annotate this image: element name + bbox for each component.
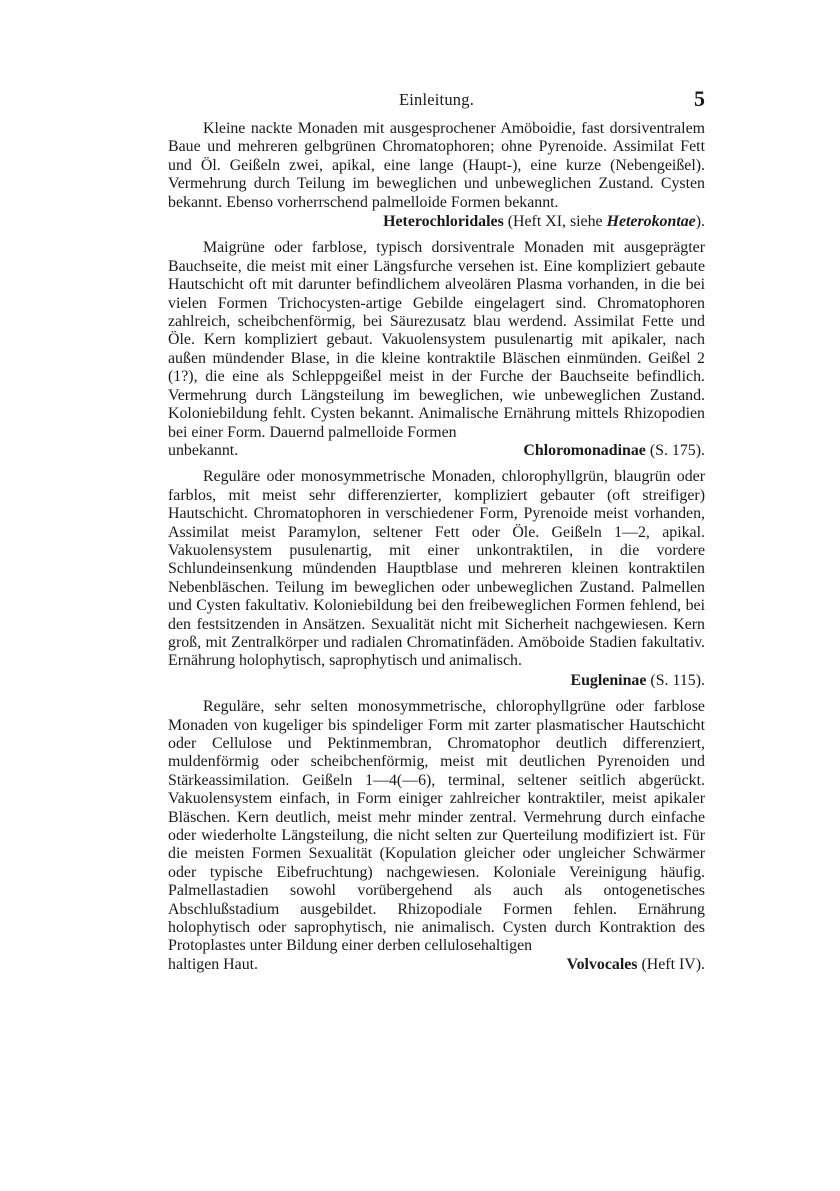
group-name: Chloromonadinae [523,441,646,459]
group-reference [168,442,705,460]
group-name: Volvocales [566,955,638,973]
group-name: Eugleninae [570,671,647,689]
group-reference [168,672,705,690]
description-paragraph: Reguläre oder monosymmetrische Monaden, chlorophyllgrün, blaugrün oder farblos, mit meist sehr differenzierter, kompliziert gebauter (oft streifiger) Hautschicht. Chromatophoren in verschiedener Form, Pyrenoide meist vorhanden, Assimilat meist Paramylon, seltener Fett oder Öle. Geißeln 1—2, apikal. Vakuolensystem pusulenartig, mit einer unkontraktilen, in die vordere Schlundeinsenkung mündenden Hauptblase und mehreren kleinen kontraktilen Nebenbläschen. Teilung im beweglichen oder unbeweglichen Zustand. Palmellen und Cysten fakultativ. Koloniebildung bei den freibeweglichen Formen fehlend, bei den festsitzenden in Ansätzen. Sexualität nicht mit Sicherheit nachgewiesen. Kern groß, mit Zentralkörper und radialen Chromatinfäden. Amöboide Stadien fakultativ. Ernährung holophytisch, saprophytisch und animalisch. [168,468,705,670]
description-paragraph: Kleine nackte Monaden mit ausgesprochener Amöboidie, fast dorsiventralem Baue und mehreren gelbgrünen Chromatophoren; ohne Pyrenoide. Assimilat Fett und Öl. Geißeln zwei, apikal, eine lange (Haupt-), eine kurze (Nebengeißel). Vermehrung durch Teilung im beweglichen und unbeweglichen Zustand. Cysten bekannt. Ebenso vorherrschend palmelloide Formen bekannt. [168,120,705,211]
paragraph-end-text: haltigen Haut. [168,955,259,973]
group-ref-detail: (Heft XI, siehe [503,213,607,231]
group-ref-close: ). [695,213,705,231]
paragraph-end-text: unbekannt. [168,441,239,459]
page-number: 5 [694,86,705,111]
group-ref-detail: (Heft IV). [637,955,705,973]
running-head [168,84,705,120]
running-title: Einleitung. [398,90,475,109]
group-reference [168,956,705,974]
description-paragraph: Maigrüne oder farblose, typisch dorsiventrale Monaden mit ausgeprägter Bauchseite, die meist mit einer Längsfurche versehen ist. Eine kompliziert gebaute Hautschicht oft mit darunter befindlichem alveolären Plasma vorhanden, in die bei vielen Formen Trichocysten-artige Gebilde eingelagert sind. Chromatophoren zahlreich, scheibchenförmig, bei Säurezusatz blau werdend. Assimilat Fette und Öle. Kern kompliziert gebaut. Vakuolensystem pusulenartig mit apikaler, nach außen mündender Blase, in die kleine kontraktile Bläschen einmünden. Geißel 2 (1?), die eine als Schleppgeißel meist in der Furche der Bauchseite befindlich. Vermehrung durch Längsteilung im beweglichen, wie unbeweglichen Zustand. Koloniebildung fehlt. Cysten bekannt. Animalische Ernährung mittels Rhizopodien bei einer Form. Dauernd palmelloide Formen [168,239,705,441]
group-ref-detail: (S. 115). [646,671,705,689]
description-paragraph: Reguläre, sehr selten monosymmetrische, chlorophyllgrüne oder farblose Monaden von kugeliger bis spindeliger Form mit zarter plasmatischer Hautschicht oder Cellulose und Pektinmembran, Chromatophor deutlich differenziert, muldenförmig oder scheibchenförmig, meist mit deutlichen Pyrenoiden und Stärkeassimilation. Geißeln 1—4(—6), terminal, seltener seitlich abgerückt. Vakuolensystem einfach, in Form einiger zahlreicher kontraktiler, meist apikaler Bläschen. Kern deutlich, meist mehr minder zentral. Vermehrung durch einfache oder wiederholte Längsteilung, die nicht selten zur Querteilung modifiziert ist. Für die meisten Formen Sexualität (Kopulation gleicher oder ungleicher Schwärmer oder typische Eibefruchtung) nachgewiesen. Koloniale Vereinigung häufig. Palmellastadien sowohl vorübergehend als auch als ontogenetisches Abschlußstadium ausgebildet. Rhizopodiale Formen fehlen. Ernährung holophytisch oder saprophytisch, nie animalisch. Cysten durch Kontraktion des Protoplastes unter Bildung einer derben cellulosehaltigen [168,698,705,955]
group-reference [168,213,705,231]
book-page [168,84,705,982]
group-name: Heterochloridales [383,213,504,231]
group-ref-detail: (S. 175). [645,441,705,459]
group-taxon: Heterokontae [606,213,696,231]
